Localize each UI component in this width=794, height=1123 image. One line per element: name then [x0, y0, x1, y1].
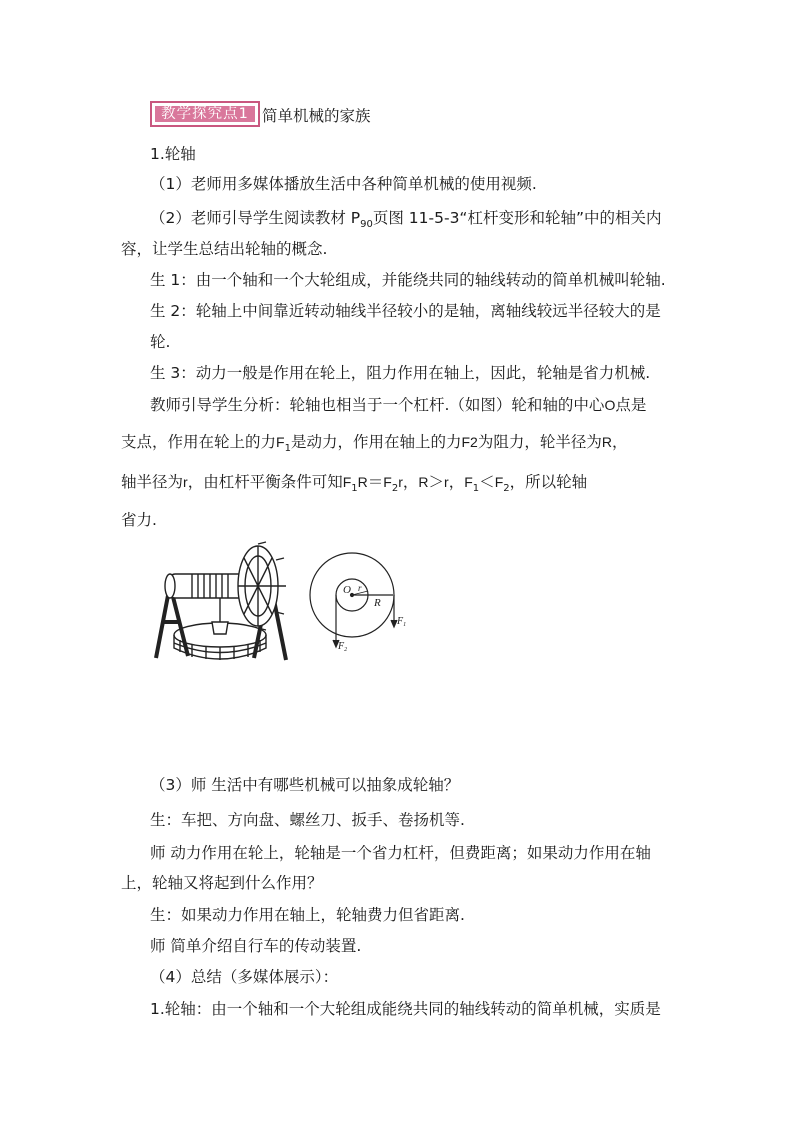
analysis-line-3 [121, 472, 587, 499]
symbol-F: F [464, 474, 473, 490]
analysis-text: 支点，作用在轮上的力 [121, 433, 277, 451]
subscript-1: 1 [284, 443, 291, 454]
paragraph-6: （4）总结（多媒体展示）： [150, 968, 339, 986]
analysis-line-2 [121, 432, 627, 459]
subscript-2: 2 [503, 483, 510, 494]
symbol-r: r [183, 474, 188, 490]
analysis-line-1 [150, 395, 646, 415]
symbol-F: F [342, 474, 352, 490]
paragraph-4-line-1: 师 动力作用在轮上，轮轴是一个省力杠杆，但费距离；如果动力作用在轴 [150, 844, 651, 862]
label-F2: $F_2$ [338, 641, 348, 653]
student-2-line-1: 生 2：轮轴上中间靠近转动轴线半径较小的是轴，离轴线较远半径较大的是 [150, 302, 661, 320]
analysis-text: 点是 [615, 396, 647, 414]
symbol-r: r [444, 474, 449, 490]
symbol-R: R [418, 474, 429, 490]
symbol-F: F [383, 474, 392, 490]
student-1: 生 1：由一个轴和一个大轮组成，并能绕共同的轴线转动的简单机械叫轮轴. [150, 271, 666, 289]
symbol-r: r [398, 474, 403, 490]
section-badge-label: 教学探究点1 [155, 106, 255, 122]
paragraph-3: （3）师 生活中有哪些机械可以抽象成轮轴？ [150, 776, 460, 794]
paragraph-2-line-1 [150, 208, 662, 235]
wheel-axle-diagram [308, 545, 418, 660]
p2-text-a: （2）老师引导学生阅读教材 P [150, 209, 361, 227]
analysis-text: 为阻力，轮半径为 [477, 433, 602, 451]
symbol-lt: ＜ [479, 473, 495, 491]
student-3: 生 3：动力一般是作用在轮上，阻力作用在轴上，因此，轮轴是省力机械. [150, 364, 651, 382]
paragraph-1: （1）老师用多媒体播放生活中各种简单机械的使用视频. [150, 175, 537, 193]
paragraph-3-student: 生：车把、方向盘、螺丝刀、扳手、卷扬机等. [150, 811, 465, 829]
paragraph-2-line-2: 容，让学生总结出轮轴的概念. [121, 240, 328, 258]
student-2-line-2: 轮. [150, 333, 171, 351]
analysis-line-4: 省力. [121, 511, 157, 529]
label-r: r [358, 583, 362, 593]
analysis-text: ，由杠杆平衡条件可知 [187, 473, 343, 491]
analysis-text: 轴半径为 [121, 473, 184, 491]
label-F1: $F_1$ [397, 616, 407, 628]
analysis-text: 教师引导学生分析：轮轴也相当于一个杠杆.（如图）轮和轴的中心 [150, 396, 605, 414]
symbol-R: R [601, 434, 612, 450]
section-badge [150, 101, 260, 127]
paragraph-4-student: 生：如果动力作用在轴上，轮轴费力但省距离. [150, 906, 465, 924]
paragraph-4-line-2: 上，轮轴又将起到什么作用？ [121, 874, 323, 892]
section-title: 简单机械的家族 [262, 107, 371, 125]
analysis-text: ， [611, 433, 628, 451]
symbol-F: F [461, 434, 471, 450]
analysis-text: ， [402, 473, 419, 491]
symbol-O: O [604, 397, 616, 413]
p2-page-subscript: 90 [360, 219, 373, 230]
analysis-text: ，所以轮轴 [509, 473, 588, 491]
symbol-F: F [276, 434, 285, 450]
p2-text-b: 页图 11-5-3“杠杆变形和轮轴”中的相关内 [372, 209, 662, 227]
symbol-2: 2 [470, 434, 478, 450]
subscript-1: 1 [472, 483, 480, 494]
subscript-2: 2 [391, 483, 399, 494]
label-R: R [374, 597, 381, 609]
paragraph-5: 师 简单介绍自行车的传动装置. [150, 937, 362, 955]
subscript-1: 1 [351, 483, 358, 494]
analysis-text: ， [448, 473, 465, 491]
symbol-R: R [357, 474, 368, 490]
label-O: O [343, 584, 351, 596]
symbol-eq: ＝ [367, 473, 384, 491]
heading-wheel-axle: 1.轮轴 [150, 145, 196, 163]
paragraph-7: 1.轮轴：由一个轴和一个大轮组成能绕共同的轴线转动的简单机械，实质是 [150, 1000, 661, 1018]
analysis-text: 是动力，作用在轴上的力 [290, 433, 462, 451]
symbol-gt: ＞ [428, 473, 445, 491]
symbol-F: F [494, 474, 504, 490]
windlass-illustration [150, 540, 300, 665]
